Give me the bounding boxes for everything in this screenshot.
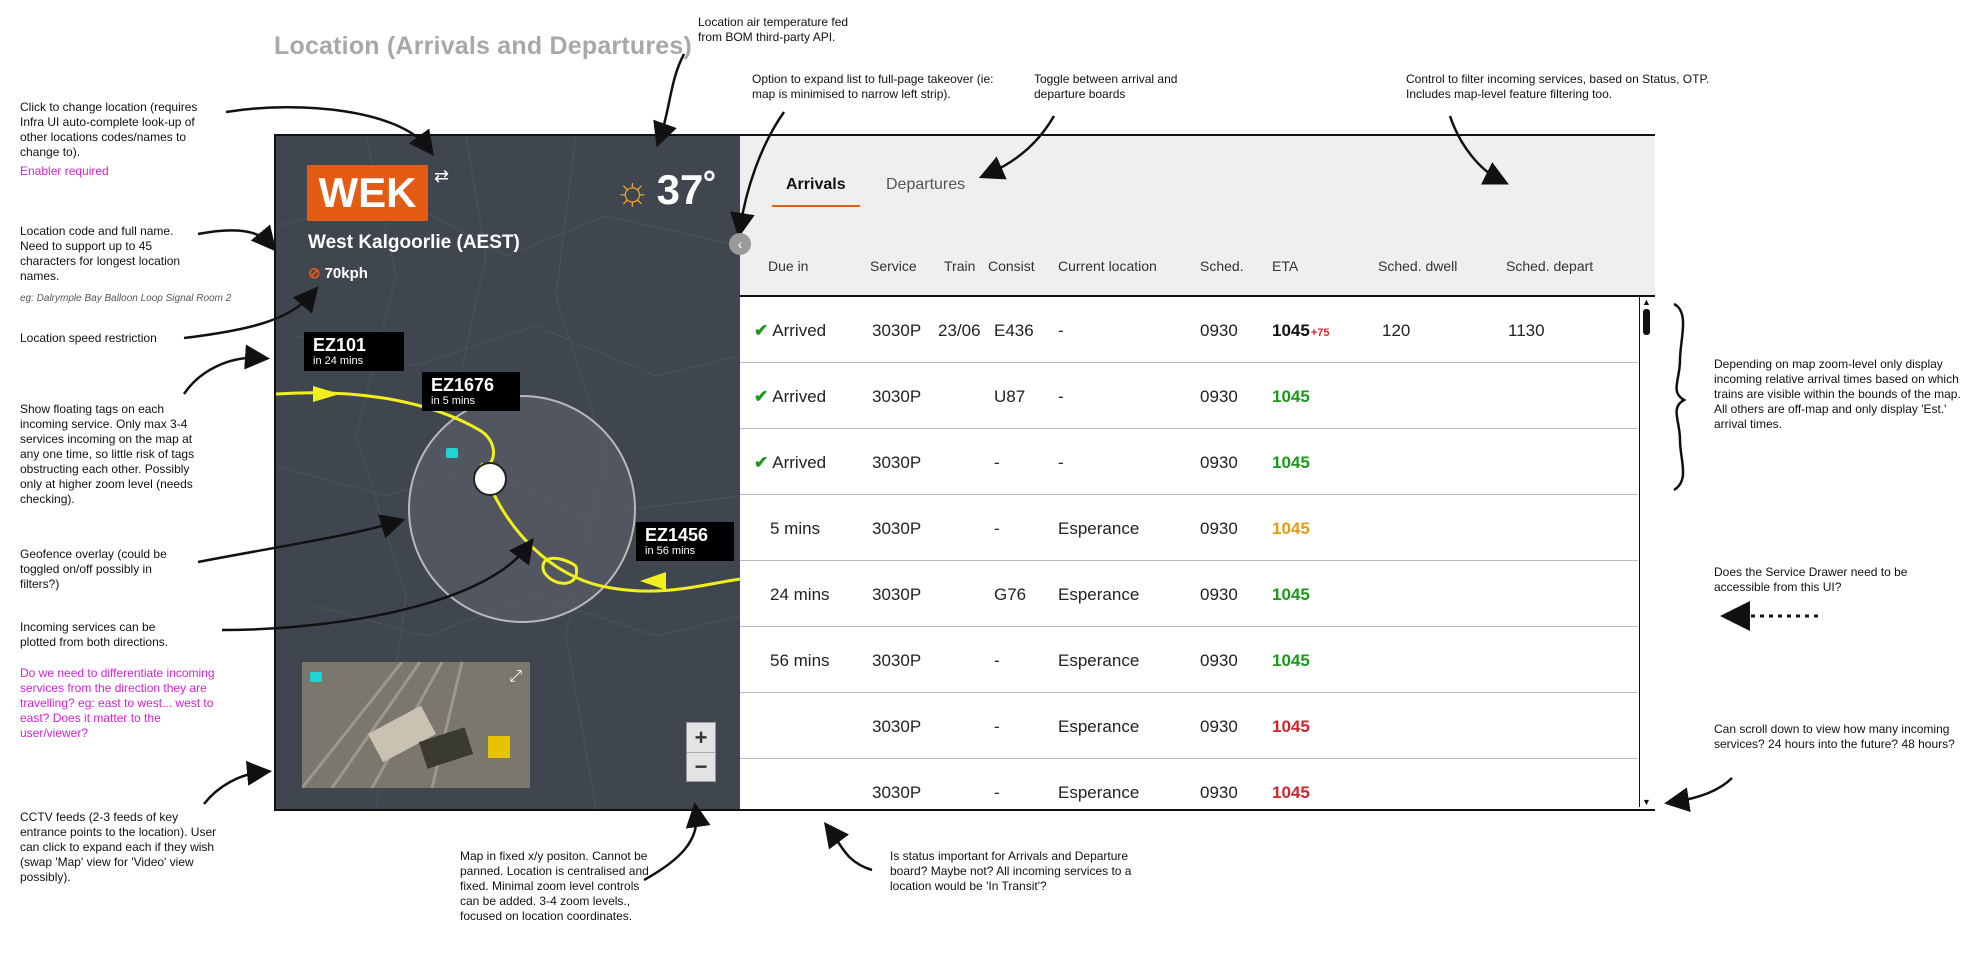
swap-location-icon[interactable]: ⇄	[434, 166, 450, 186]
annotation-location-code: Location code and full name. Need to support up to 45 characters for longest location names.	[20, 224, 181, 283]
cell-service	[872, 519, 921, 539]
column-header-consist[interactable]: Consist	[988, 258, 1035, 274]
cell-due-in	[770, 519, 820, 539]
arrow-west-icon	[640, 572, 666, 590]
cell-consist	[994, 783, 1000, 803]
table-row[interactable]	[740, 495, 1638, 561]
cell-due-in-text: Arrived	[772, 321, 827, 340]
column-header-current-location[interactable]: Current location	[1058, 258, 1157, 274]
cell-sched-text: 0930	[1200, 519, 1238, 538]
column-header-service[interactable]: Service	[870, 258, 917, 274]
annotation-temperature: Location air temperature fed from BOM third-party API.	[698, 15, 849, 44]
speed-value: 70kph	[324, 265, 368, 282]
delay-badge: +75	[1310, 327, 1330, 339]
cell-service	[872, 585, 921, 605]
checkmark-icon: ✔	[754, 387, 769, 406]
weather	[614, 166, 717, 214]
cell-service-text: 3030P	[872, 321, 922, 340]
scrollbar-thumb[interactable]	[1643, 309, 1650, 335]
annotation-geofence: Geofence overlay (could be toggled on/off possibly in filters?)	[20, 547, 167, 591]
column-header-train[interactable]: Train	[944, 258, 976, 274]
table-row[interactable]	[740, 693, 1638, 759]
cell-current-location-text: -	[1058, 321, 1064, 340]
cell-current-location	[1058, 321, 1064, 341]
cell-consist	[994, 453, 1000, 473]
cctv-image	[302, 662, 530, 788]
annotation-floating-tags: Show floating tags on each incoming service. Only max 3-4 services incoming on the map at any one time, so little risk of tags obstructing each other. Possibly only at higher zoom level (needs checking).	[20, 402, 195, 506]
tab-arrivals[interactable]: Arrivals	[786, 176, 846, 193]
cell-consist	[994, 717, 1000, 737]
service-tag-eta: in 24 mins	[313, 355, 364, 367]
location-board-frame	[274, 134, 1655, 811]
cell-current-location-text: -	[1058, 387, 1064, 406]
cell-current-location	[1058, 519, 1139, 539]
location-marker	[474, 463, 506, 495]
column-header-sched-dwell[interactable]: Sched. dwell	[1378, 258, 1458, 274]
cell-service-text: 3030P	[872, 651, 922, 670]
cell-service-text: 3030P	[872, 783, 922, 802]
column-header-sched[interactable]: Sched.	[1200, 258, 1244, 274]
service-tag-code: EZ1676	[431, 375, 495, 395]
annotation-location-code-example: eg: Dalrymple Bay Balloon Loop Signal Room 2	[20, 293, 232, 304]
cell-due-in-text: Arrived	[772, 453, 827, 472]
cell-service-text: 3030P	[872, 453, 922, 472]
cell-sched-text: 0930	[1200, 585, 1238, 604]
expand-icon[interactable]: ⤢	[509, 668, 522, 685]
cell-service-text: 3030P	[872, 717, 922, 736]
zoom-in-button[interactable]: +	[687, 723, 715, 752]
cell-eta-text: 1045	[1272, 321, 1310, 340]
arrivals-board	[737, 136, 1655, 809]
cell-sched-text: 0930	[1200, 321, 1238, 340]
cell-eta	[1272, 717, 1310, 737]
sun-icon: ☼	[614, 169, 651, 213]
annotation-service-drawer: Does the Service Drawer need to be accessible from this UI?	[1714, 565, 1908, 594]
cell-eta-text: 1045	[1272, 717, 1310, 736]
cell-consist-text: -	[994, 519, 1000, 538]
cell-service-text: 3030P	[872, 519, 922, 538]
cell-service	[872, 783, 921, 803]
cell-service	[872, 321, 921, 341]
cell-sched-text: 0930	[1200, 717, 1238, 736]
cell-consist-text: U87	[994, 387, 1026, 406]
cell-current-location-text: Esperance	[1058, 783, 1140, 802]
cell-current-location-text: Esperance	[1058, 519, 1140, 538]
checkmark-icon: ✔	[754, 453, 769, 472]
table-row[interactable]	[740, 363, 1638, 429]
cell-service-text: 3030P	[872, 387, 922, 406]
active-tab-indicator	[772, 205, 860, 207]
cell-service	[872, 651, 921, 671]
annotation-enabler: Enabler required	[20, 164, 109, 178]
cell-consist	[994, 387, 1025, 407]
service-tag-eta: in 56 mins	[645, 545, 696, 557]
annotation-map-fixed: Map in fixed x/y positon. Cannot be panned. Location is centralised and fixed. Minimal zoom level controls can be added. 3-4 zoom levels., focused on location coordinates.	[460, 849, 649, 923]
cell-current-location	[1058, 453, 1064, 473]
chevron-left-icon: ‹	[737, 236, 743, 252]
cell-service	[872, 717, 921, 737]
service-tag[interactable]	[304, 332, 404, 371]
cell-consist-text: -	[994, 783, 1000, 802]
annotation-differentiate: Do we need to differentiate incoming services from the direction they are travelling? eg: east to west... west to east? Does it matter to the user/viewer?	[20, 666, 215, 740]
scroll-down-icon[interactable]: ▼	[1642, 797, 1651, 807]
annotation-toggle: Toggle between arrival and departure boards	[1034, 72, 1178, 101]
cell-current-location-text: Esperance	[1058, 585, 1140, 604]
annotation-directions: Incoming services can be plotted from both directions.	[20, 620, 169, 649]
cell-consist-text: -	[994, 651, 1000, 670]
cell-consist	[994, 321, 1034, 341]
cell-sched	[1200, 783, 1238, 803]
service-tag-eta: in 5 mins	[431, 395, 476, 407]
service-tag[interactable]	[422, 372, 520, 411]
column-header-eta[interactable]: ETA	[1272, 258, 1299, 274]
cell-consist-text: -	[994, 717, 1000, 736]
cell-eta-text: 1045	[1272, 453, 1310, 472]
cell-sched-text: 0930	[1200, 783, 1238, 802]
cell-due-in-text: 5 mins	[770, 519, 821, 538]
annotation-scroll: Can scroll down to view how many incoming services? 24 hours into the future? 48 hours?	[1714, 722, 1955, 751]
cell-eta	[1272, 453, 1310, 473]
cell-due-in	[754, 453, 826, 473]
cell-consist	[994, 585, 1026, 605]
board-header	[737, 136, 1655, 297]
zoom-out-button[interactable]: −	[687, 752, 715, 781]
arrivals-list[interactable]	[740, 297, 1638, 807]
cell-current-location	[1058, 387, 1064, 407]
cell-due-in-text: Arrived	[772, 387, 827, 406]
cell-sched	[1200, 387, 1238, 407]
cell-current-location-text: Esperance	[1058, 651, 1140, 670]
cell-current-location	[1058, 585, 1139, 605]
cell-sched	[1200, 717, 1238, 737]
speed-restriction	[308, 264, 368, 282]
cell-train	[938, 321, 981, 341]
annotation-change-location: Click to change location (requires Infra UI auto-complete look-up of other locations codes/names to change to).	[20, 100, 198, 159]
cell-consist	[994, 519, 1000, 539]
cell-sched	[1200, 651, 1238, 671]
cell-sched-depart	[1508, 321, 1545, 341]
annotation-status: Is status important for Arrivals and Departure board? Maybe not? All incoming services to a location would be 'In Transit'?	[890, 849, 1132, 893]
cell-service	[872, 387, 921, 407]
cell-consist	[994, 651, 1000, 671]
cell-current-location	[1058, 783, 1139, 803]
temperature-value: 37˚	[656, 166, 718, 213]
cell-due-in-text: 24 mins	[770, 585, 830, 604]
table-row[interactable]	[740, 429, 1638, 495]
service-tag-code: EZ101	[313, 335, 367, 355]
cell-sched-text: 0930	[1200, 387, 1238, 406]
cell-eta-text: 1045	[1272, 519, 1310, 538]
service-tag-code: EZ1456	[645, 525, 709, 545]
cell-due-in	[770, 585, 830, 605]
cell-consist-text: -	[994, 453, 1000, 472]
table-row[interactable]	[740, 759, 1638, 807]
cell-sched-depart-text: 1130	[1508, 321, 1545, 340]
cell-sched-dwell	[1382, 321, 1410, 341]
cell-service	[872, 453, 921, 473]
cell-eta	[1272, 321, 1330, 341]
cell-current-location-text: -	[1058, 453, 1064, 472]
cell-due-in	[754, 387, 826, 407]
cell-due-in-text: 56 mins	[770, 651, 830, 670]
cell-due-in	[770, 651, 830, 671]
checkmark-icon: ✔	[754, 321, 769, 340]
cell-current-location	[1058, 717, 1139, 737]
geofence-circle	[409, 396, 635, 622]
cell-service-text: 3030P	[872, 585, 922, 604]
cell-due-in	[754, 321, 826, 341]
location-map	[276, 136, 740, 809]
cell-sched	[1200, 585, 1238, 605]
cell-consist-text: G76	[994, 585, 1027, 604]
annotation-expand-list: Option to expand list to full-page takeover (ie: map is minimised to narrow left strip).	[752, 72, 994, 101]
table-row[interactable]	[740, 297, 1638, 363]
cell-sched-text: 0930	[1200, 651, 1238, 670]
cell-current-location-text: Esperance	[1058, 717, 1140, 736]
cell-eta	[1272, 519, 1310, 539]
scroll-up-icon[interactable]: ▲	[1642, 297, 1651, 307]
cell-eta	[1272, 585, 1310, 605]
service-tag[interactable]	[636, 522, 734, 561]
scrollbar[interactable]	[1639, 297, 1653, 807]
cell-eta	[1272, 651, 1310, 671]
cell-sched	[1200, 321, 1238, 341]
annotation-cctv: CCTV feeds (2-3 feeds of key entrance points to the location). User can click to expand each if they wish (swap 'Map' view for 'Video' view possibly).	[20, 810, 217, 884]
cell-eta-text: 1045	[1272, 585, 1310, 604]
annotation-speed: Location speed restriction	[20, 331, 157, 345]
cell-eta	[1272, 783, 1310, 803]
location-code-button[interactable]: WEK	[307, 165, 428, 221]
cell-sched	[1200, 519, 1238, 539]
cctv-camera-icon	[446, 448, 458, 458]
tab-departures[interactable]: Departures	[886, 176, 966, 193]
cell-consist-text: E436	[994, 321, 1034, 340]
page-title: Location (Arrivals and Departures)	[274, 32, 693, 60]
cctv-feed[interactable]	[302, 662, 530, 788]
expand-list-button[interactable]	[729, 233, 751, 255]
arrow-east-icon	[313, 386, 340, 402]
cell-sched-text: 0930	[1200, 453, 1238, 472]
location-name: West Kalgoorlie (AEST)	[308, 232, 520, 253]
cell-sched-dwell-text: 120	[1382, 321, 1411, 340]
zoom-controls	[686, 722, 716, 782]
annotation-filter: Control to filter incoming services, based on Status, OTP. Includes map-level feature filtering too.	[1406, 72, 1710, 101]
cell-current-location	[1058, 651, 1139, 671]
column-header-due-in[interactable]: Due in	[768, 258, 809, 274]
table-row[interactable]	[740, 627, 1638, 693]
cell-sched	[1200, 453, 1238, 473]
column-header-sched-depart[interactable]: Sched. depart	[1506, 258, 1594, 274]
cell-eta	[1272, 387, 1310, 407]
cell-eta-text: 1045	[1272, 651, 1310, 670]
annotation-zoom-level: Depending on map zoom-level only display incoming relative arrival times based on which trains are visible within the bounds of the map. All others are off-map and only display 'Est.' arrival times.	[1714, 357, 1961, 431]
speed-restriction-icon: ⊘	[308, 265, 321, 282]
cell-train-text: 23/06	[938, 321, 981, 340]
cell-eta-text: 1045	[1272, 387, 1310, 406]
table-row[interactable]	[740, 561, 1638, 627]
cell-eta-text: 1045	[1272, 783, 1310, 802]
